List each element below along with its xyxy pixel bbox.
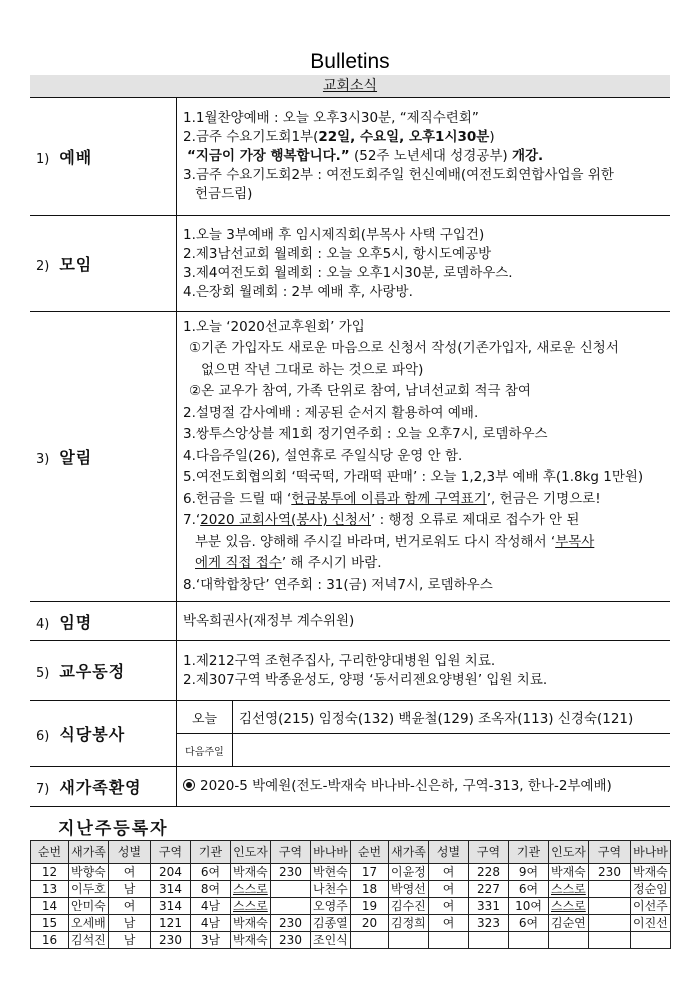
table-cell — [549, 932, 589, 949]
cell-value: 남 — [123, 916, 136, 930]
content-line: 2.제3남선교회 월례회 : 오늘 오후5시, 항시도예공방 — [183, 245, 492, 262]
column-header: 기관 — [509, 841, 549, 864]
cell-value: 10여 — [515, 899, 542, 913]
table-cell — [351, 864, 389, 881]
section-row-kitchen-service — [30, 701, 670, 767]
table-cell — [191, 915, 231, 932]
cell-value: 오영주 — [313, 899, 348, 913]
table-cell — [509, 932, 549, 949]
content-line: 없으면 작년 그대로 하는 것으로 파악) — [201, 361, 424, 378]
column-header: 구역 — [589, 841, 631, 864]
cell-value: 6여 — [518, 882, 539, 896]
section-label: 교우동정 — [59, 662, 126, 681]
cell-value: 9여 — [518, 865, 539, 879]
cell-value: 230 — [279, 933, 302, 947]
table-cell — [351, 898, 389, 915]
text: (52주 노년세대 성경공부) — [349, 148, 512, 164]
content-line — [183, 553, 670, 575]
column-header: 바나바 — [311, 841, 351, 864]
table-row — [31, 915, 671, 932]
cell-value: 남 — [123, 933, 136, 947]
table-cell — [151, 898, 191, 915]
table-cell — [231, 881, 271, 898]
section-content — [177, 216, 671, 312]
table-cell — [429, 915, 469, 932]
cell-value: 17 — [361, 865, 378, 879]
section-label: 예배 — [59, 148, 93, 167]
cell-value: 여 — [123, 865, 136, 879]
cell-value: 314 — [159, 882, 182, 896]
column-header: 바나바 — [631, 841, 671, 864]
table-cell — [589, 915, 631, 932]
table-cell — [389, 932, 429, 949]
table-cell — [351, 932, 389, 949]
column-header: 구역 — [271, 841, 311, 864]
cell-value: 여 — [442, 899, 455, 913]
text: 6.헌금을 드릴 때 ‘ — [183, 490, 292, 507]
kitchen-today-row — [177, 701, 670, 734]
cell-value: 여 — [442, 916, 455, 930]
cell-value: 이두호 — [71, 882, 106, 896]
registrants-title: 지난주등록자 — [58, 819, 169, 839]
table-cell — [109, 881, 151, 898]
table-cell — [389, 898, 429, 915]
section-content — [177, 98, 671, 216]
content-line: 3.제4여전도회 월례회 : 오늘 오후1시30분, 로뎀하우스. — [183, 264, 513, 281]
section-label: 새가족환영 — [59, 778, 142, 797]
cell-value: 19 — [361, 899, 378, 913]
cell-value: 김수진 — [391, 899, 426, 913]
table-cell — [351, 881, 389, 898]
bold-text: 22일, 수요일, 오후1시30분 — [318, 129, 490, 145]
cell-value: 121 — [159, 916, 182, 930]
bold-text: 개강. — [511, 148, 544, 164]
table-row — [31, 932, 671, 949]
table-cell — [631, 881, 671, 898]
section-label-cell — [30, 767, 177, 807]
table-cell — [31, 932, 69, 949]
cell-value: 204 — [159, 865, 182, 879]
cell-value: 오세배 — [71, 916, 106, 930]
column-header: 인도자 — [549, 841, 589, 864]
content-line: 2.설명절 감사예배 : 제공된 순서지 활용하여 예배. — [183, 404, 479, 421]
table-cell — [429, 864, 469, 881]
table-cell — [389, 881, 429, 898]
section-row-notices — [30, 312, 670, 602]
cell-value: 김정희 — [391, 916, 426, 930]
cell-value: 14 — [41, 899, 58, 913]
table-cell — [271, 881, 311, 898]
content-line — [183, 128, 670, 147]
table-cell — [509, 864, 549, 881]
cell-value: 여 — [442, 865, 455, 879]
table-cell — [469, 881, 509, 898]
table-cell — [231, 915, 271, 932]
table-cell — [311, 898, 351, 915]
table-cell — [151, 915, 191, 932]
content-line: 8.‘대학합창단’ 연주회 : 31(금) 저녁7시, 로뎀하우스 — [183, 576, 493, 593]
cell-value: 이선주 — [633, 899, 668, 913]
cell-value: 6여 — [200, 865, 221, 879]
section-label: 알림 — [59, 448, 93, 467]
table-cell — [509, 898, 549, 915]
cell-value: 331 — [477, 899, 500, 913]
cell-value: 323 — [477, 916, 500, 930]
column-header: 순번 — [31, 841, 69, 864]
radio-selected-icon — [183, 779, 195, 791]
table-cell — [31, 864, 69, 881]
table-cell — [191, 898, 231, 915]
content-line: 1.1월찬양예배 : 오늘 오후3시30분, “제직수련회” — [183, 110, 479, 126]
page-title: Bulletins — [310, 50, 390, 73]
table-cell — [311, 864, 351, 881]
cell-value: 박영선 — [391, 882, 426, 896]
cell-value: 여 — [123, 899, 136, 913]
table-cell — [549, 864, 589, 881]
content-line: 3.쌍투스앙상블 제1회 정기연주회 : 오늘 오후7시, 로뎀하우스 — [183, 426, 548, 443]
cell-value: 여 — [442, 882, 455, 896]
cell-value: 230 — [279, 865, 302, 879]
table-cell — [231, 932, 271, 949]
table-cell — [271, 898, 311, 915]
today-value: 김선영(215) 임정숙(132) 백윤철(129) 조옥자(113) 신경숙(121) — [239, 711, 634, 727]
section-number: 2) — [36, 259, 50, 274]
cell-value: 박재숙 — [633, 865, 668, 879]
content-line — [183, 510, 670, 532]
table-cell — [311, 881, 351, 898]
underlined-text: 헌금봉투에 이름과 함께 구역표기 — [291, 490, 487, 507]
content-line — [183, 147, 670, 166]
bold-text: “지금이 가장 행복합니다.” — [187, 148, 350, 164]
section-number: 5) — [36, 666, 50, 681]
table-cell — [351, 915, 389, 932]
table-cell — [109, 898, 151, 915]
table-cell — [191, 864, 231, 881]
content-line: 박옥희권사(재정부 계수위원) — [183, 612, 355, 629]
content-line: 1.오늘 3부예배 후 임시제직회(부목사 사택 구입건) — [183, 226, 485, 243]
table-cell — [631, 864, 671, 881]
next-week-value — [233, 734, 671, 767]
table-cell — [231, 864, 271, 881]
table-row — [31, 881, 671, 898]
table-cell — [589, 881, 631, 898]
column-header: 새가족 — [389, 841, 429, 864]
table-cell — [589, 864, 631, 881]
section-content — [177, 602, 671, 641]
table-cell — [311, 915, 351, 932]
cell-value: 조인식 — [313, 933, 348, 947]
kitchen-next-row — [177, 734, 670, 767]
underlined-text: 부목사 — [555, 533, 595, 550]
text: ’ : 행정 오류로 제대로 접수가 안 된 — [371, 512, 580, 529]
table-cell — [271, 932, 311, 949]
table-cell — [311, 932, 351, 949]
table-cell — [109, 915, 151, 932]
cell-value: 12 — [41, 865, 58, 879]
table-cell — [429, 898, 469, 915]
table-cell — [589, 932, 631, 949]
table-cell — [69, 864, 109, 881]
section-number: 6) — [36, 729, 50, 744]
table-cell — [151, 864, 191, 881]
cell-value: 김순연 — [551, 916, 586, 930]
bulletin-table — [30, 97, 670, 807]
table-cell — [469, 864, 509, 881]
table-cell — [69, 898, 109, 915]
cell-value: 스스로 — [551, 882, 586, 896]
table-cell — [109, 932, 151, 949]
cell-value: 230 — [598, 865, 621, 879]
table-cell — [469, 932, 509, 949]
section-row-worship — [30, 98, 670, 216]
table-cell — [631, 915, 671, 932]
cell-value: 김종열 — [313, 916, 348, 930]
cell-value: 정순임 — [633, 882, 668, 896]
section-header — [30, 75, 670, 97]
cell-value: 230 — [279, 916, 302, 930]
column-header: 구역 — [151, 841, 191, 864]
cell-value: 314 — [159, 899, 182, 913]
cell-value: 스스로 — [233, 882, 268, 896]
cell-value: 16 — [41, 933, 58, 947]
section-label-cell — [30, 641, 177, 701]
cell-value: 나천수 — [313, 882, 348, 896]
cell-value: 김석진 — [71, 933, 106, 947]
cell-value: 4남 — [200, 899, 221, 913]
section-number: 7) — [36, 782, 50, 797]
table-cell — [589, 898, 631, 915]
section-content — [177, 767, 671, 807]
text: 부분 있음. 양해해 주시길 바라며, 번거로워도 다시 작성해서 ‘ — [195, 533, 556, 550]
next-week-label: 다음주일 — [177, 734, 233, 767]
table-cell — [469, 915, 509, 932]
cell-value: 이진선 — [633, 916, 668, 930]
section-number: 1) — [36, 152, 50, 167]
underlined-text: 2020 교회사역(봉사) 신청서 — [200, 512, 372, 529]
cell-value: 8여 — [200, 882, 221, 896]
table-cell — [191, 881, 231, 898]
section-label-cell — [30, 312, 177, 602]
cell-value: 20 — [361, 916, 378, 930]
cell-value: 15 — [41, 916, 58, 930]
content-line: 3.금주 수요기도회2부 : 여전도회주일 헌신예배(여전도회연합사업을 위한 — [183, 167, 614, 183]
underlined-text: 에게 직접 접수 — [195, 555, 282, 572]
cell-value: 3남 — [200, 933, 221, 947]
section-row-meetings — [30, 216, 670, 312]
cell-value: 18 — [361, 882, 378, 896]
section-content — [177, 312, 671, 602]
section-content — [177, 701, 671, 767]
text: 2.금주 수요기도회1부( — [183, 129, 319, 145]
table-cell — [549, 915, 589, 932]
table-cell — [69, 932, 109, 949]
cell-value: 박현숙 — [313, 865, 348, 879]
section-content — [177, 641, 671, 701]
section-header-label: 교회소식 — [322, 78, 378, 94]
cell-value: 227 — [477, 882, 500, 896]
table-cell — [31, 898, 69, 915]
table-cell — [509, 881, 549, 898]
cell-value: 박재숙 — [233, 916, 268, 930]
cell-value: 스스로 — [233, 899, 268, 913]
table-cell — [549, 898, 589, 915]
table-cell — [191, 932, 231, 949]
text: ’ 해 주시기 바람. — [281, 555, 382, 572]
table-cell — [429, 881, 469, 898]
section-label: 모임 — [59, 255, 93, 274]
table-cell — [69, 881, 109, 898]
column-header: 성별 — [429, 841, 469, 864]
content-line: 4.은장회 월례회 : 2부 예배 후, 사랑방. — [183, 283, 413, 300]
table-cell — [31, 915, 69, 932]
text: 7.‘ — [183, 512, 201, 529]
kitchen-service-table — [177, 701, 670, 766]
today-label: 오늘 — [177, 701, 233, 734]
registrants-table — [30, 840, 671, 949]
section-label-cell — [30, 602, 177, 641]
content-line: 1.오늘 ‘2020선교후원회’ 가입 — [183, 318, 365, 335]
cell-value: 박재숙 — [233, 865, 268, 879]
table-row — [31, 864, 671, 881]
column-header: 인도자 — [231, 841, 271, 864]
table-cell — [271, 915, 311, 932]
column-header: 새가족 — [69, 841, 109, 864]
section-row-new-family — [30, 767, 670, 807]
table-cell — [469, 898, 509, 915]
table-cell — [631, 898, 671, 915]
table-cell — [69, 915, 109, 932]
table-cell — [429, 932, 469, 949]
content-line: ②온 교우가 참여, 가족 단위로 참여, 남녀선교회 적극 참여 — [189, 383, 531, 400]
table-cell — [509, 915, 549, 932]
section-label-cell — [30, 216, 177, 312]
content-line: 2.제307구역 박종윤성도, 양평 ‘동서리젠요양병원’ 입원 치료. — [183, 671, 548, 688]
table-row — [31, 898, 671, 915]
content-line: 1.제212구역 조현주집사, 구리한양대병원 입원 치료. — [183, 652, 496, 669]
cell-value: 스스로 — [551, 899, 586, 913]
table-cell — [389, 864, 429, 881]
section-number: 4) — [36, 616, 50, 632]
cell-value: 남 — [123, 882, 136, 896]
text: ) — [489, 129, 495, 145]
content-line: 5.여전도회협의회 ‘떡국떡, 가래떡 판매’ : 오늘 1,2,3부 예배 후(1.8kg 1만원) — [183, 469, 644, 486]
section-label-cell — [30, 98, 177, 216]
table-cell — [389, 915, 429, 932]
column-header: 순번 — [351, 841, 389, 864]
cell-value: 박재숙 — [233, 933, 268, 947]
table-cell — [271, 864, 311, 881]
content-line: 4.다음주일(26), 설연휴로 주일식당 운영 안 함. — [183, 447, 463, 464]
cell-value: 13 — [41, 882, 58, 896]
cell-value: 박향숙 — [71, 865, 106, 879]
cell-value: 228 — [477, 865, 500, 879]
section-label-cell — [30, 701, 177, 767]
text: ’, 헌금은 기명으로! — [486, 490, 601, 507]
table-cell — [31, 881, 69, 898]
table-cell — [231, 898, 271, 915]
content-line — [183, 489, 670, 511]
cell-value: 이윤정 — [391, 865, 426, 879]
table-cell — [109, 864, 151, 881]
cell-value: 박재숙 — [551, 865, 586, 879]
registrants-header-row — [31, 841, 671, 864]
column-header: 성별 — [109, 841, 151, 864]
section-number: 3) — [36, 452, 50, 467]
column-header: 구역 — [469, 841, 509, 864]
section-label: 식당봉사 — [59, 725, 126, 744]
new-family-text: 2020-5 박예원(전도-박재숙 바나바-신은하, 구역-313, 한나-2부예배) — [200, 778, 612, 794]
table-cell — [549, 881, 589, 898]
content-line — [183, 777, 670, 796]
content-line: 헌금드림) — [195, 186, 253, 202]
table-cell — [151, 932, 191, 949]
cell-value: 4남 — [200, 916, 221, 930]
table-cell — [151, 881, 191, 898]
cell-value: 안미숙 — [71, 899, 106, 913]
content-line — [183, 532, 670, 554]
section-label: 임명 — [59, 612, 93, 632]
section-row-member-news — [30, 641, 670, 701]
column-header: 기관 — [191, 841, 231, 864]
table-cell — [631, 932, 671, 949]
content-line: ①기존 가입자도 새로운 마음으로 신청서 작성(기존가입자, 새로운 신청서 — [189, 340, 619, 357]
cell-value: 6여 — [518, 916, 539, 930]
cell-value: 230 — [159, 933, 182, 947]
section-row-appointment — [30, 602, 670, 641]
